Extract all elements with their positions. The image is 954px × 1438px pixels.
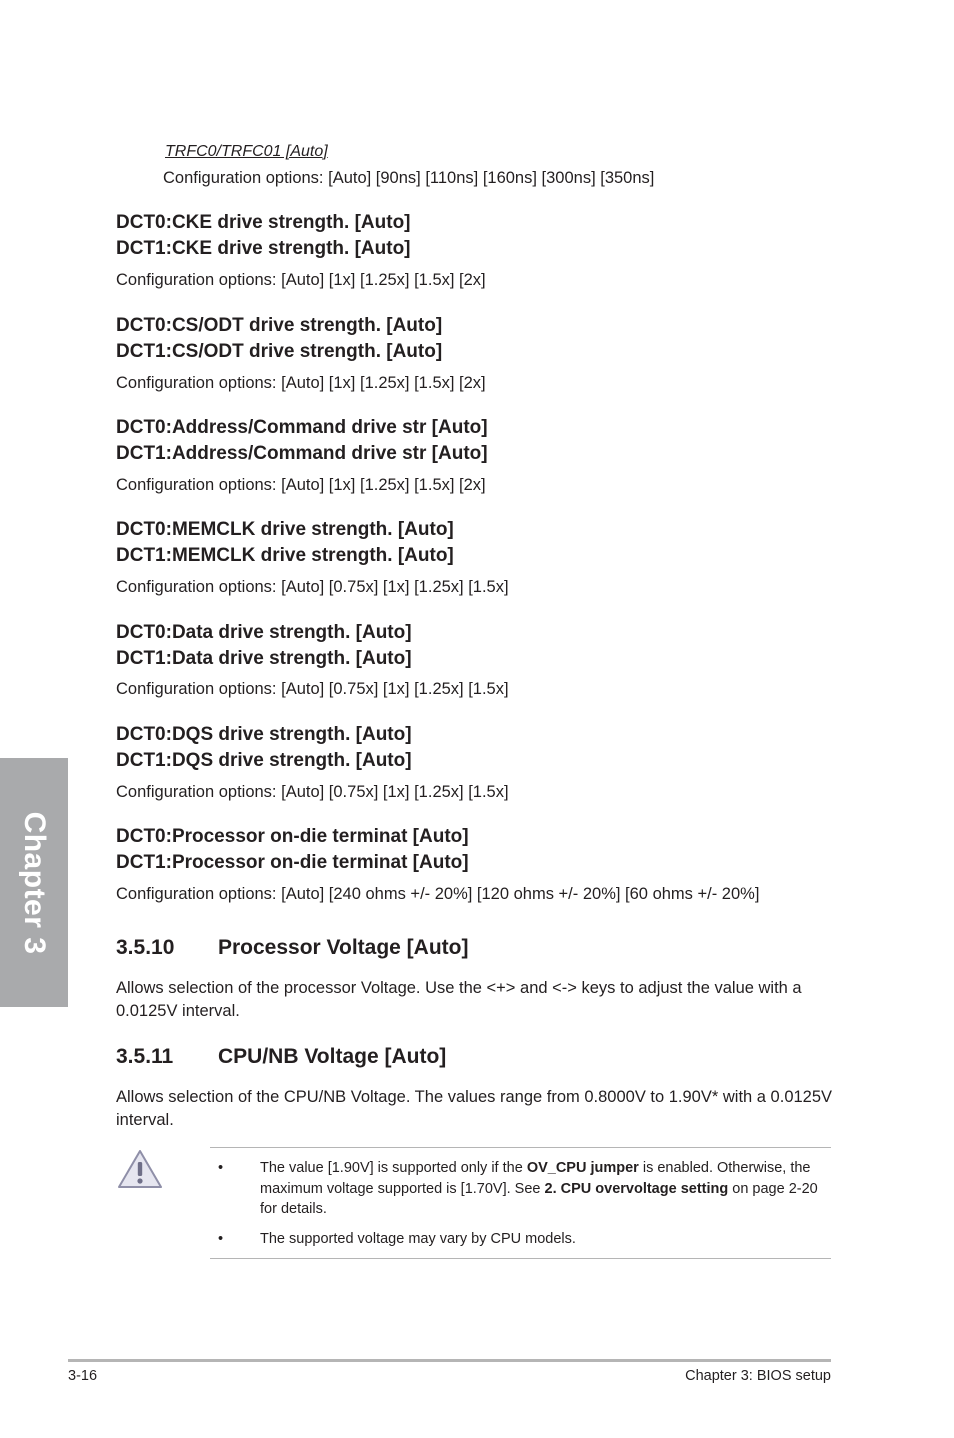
item-heading-line: DCT0:CS/ODT drive strength. [Auto]: [116, 315, 443, 336]
item-heading-line: DCT0:DQS drive strength. [Auto]: [116, 724, 412, 745]
item-heading-memclk: [116, 517, 454, 569]
item-heading-line: DCT1:CS/ODT drive strength. [Auto]: [116, 341, 443, 362]
item-heading-line: DCT0:MEMCLK drive strength. [Auto]: [116, 519, 454, 540]
item-options-memclk: Configuration options: [Auto] [0.75x] [1x] [1.25x] [1.5x]: [116, 578, 509, 596]
item-heading-on-die-terminat: [116, 824, 469, 876]
chapter-tab-label: Chapter 3: [18, 811, 51, 954]
item-heading-address-command: [116, 415, 488, 467]
chapter-tab: [0, 758, 68, 1007]
item-options-address-command: Configuration options: [Auto] [1x] [1.25x] [1.5x] [2x]: [116, 476, 486, 494]
footer-chapter-title: Chapter 3: BIOS setup: [685, 1368, 831, 1384]
section-body-cpu-nb-voltage: Allows selection of the CPU/NB Voltage. The values range from 0.8000V to 1.90V* with a 0.0125V interval.: [116, 1088, 833, 1129]
item-heading-data: [116, 620, 412, 672]
warning-triangle-icon: [116, 1148, 164, 1195]
section-number: 3.5.10: [116, 936, 175, 959]
note-bullet-text: The supported voltage may vary by CPU models.: [260, 1231, 576, 1247]
jumper-name: OV_CPU jumper: [526, 1160, 639, 1176]
cross-reference: 2. CPU overvoltage setting: [544, 1180, 729, 1197]
item-heading-line: DCT1:Address/Command drive str [Auto]: [116, 443, 488, 464]
note-box: [210, 1147, 831, 1259]
section-heading-cpu-nb-voltage: [116, 1045, 446, 1069]
item-heading-line: DCT1:MEMCLK drive strength. [Auto]: [116, 545, 454, 566]
item-options-dqs: Configuration options: [Auto] [0.75x] [1x] [1.25x] [1.5x]: [116, 783, 509, 801]
item-heading-cs-odt: [116, 313, 442, 365]
section-number: 3.5.11: [116, 1045, 174, 1068]
item-heading-line: DCT1:CKE drive strength. [Auto]: [116, 238, 411, 259]
item-heading-line: DCT0:CKE drive strength. [Auto]: [116, 212, 411, 233]
item-options-data: Configuration options: [Auto] [0.75x] [1x] [1.25x] [1.5x]: [116, 680, 509, 698]
item-heading-line: DCT1:Processor on-die terminat [Auto]: [116, 852, 469, 873]
section-heading-processor-voltage: [116, 936, 468, 960]
item-options-on-die-terminat: Configuration options: [Auto] [240 ohms +/- 20%] [120 ohms +/- 20%] [60 ohms +/- 20%]: [116, 885, 760, 903]
note-bullet-text: The value [1.90V] is supported only if the OV_CPU jumper is enabled. Otherwise, the maximum voltage supported is [1.70V]. See 2. CPU overvoltage setting on page 2-20 for details.: [260, 1160, 818, 1217]
footer-page-number: 3-16: [68, 1368, 98, 1384]
item-options-cs-odt: Configuration options: [Auto] [1x] [1.25x] [1.5x] [2x]: [116, 374, 486, 392]
item-heading-line: DCT0:Processor on-die terminat [Auto]: [116, 826, 469, 847]
section-title: Processor Voltage [Auto]: [218, 936, 469, 959]
bullet-marker: •: [218, 1231, 224, 1247]
trfc-item-options: Configuration options: [Auto] [90ns] [110ns] [160ns] [300ns] [350ns]: [163, 169, 655, 187]
trfc-item-title: TRFC0/TRFC01 [Auto]: [165, 143, 328, 160]
item-heading-line: DCT1:Data drive strength. [Auto]: [116, 648, 412, 669]
item-heading-line: DCT1:DQS drive strength. [Auto]: [116, 750, 412, 771]
item-heading-line: DCT0:Data drive strength. [Auto]: [116, 622, 412, 643]
section-title: CPU/NB Voltage [Auto]: [218, 1045, 447, 1068]
bullet-marker: •: [218, 1160, 224, 1176]
item-heading-line: DCT0:Address/Command drive str [Auto]: [116, 417, 488, 438]
item-heading-cke: [116, 210, 411, 262]
item-options-cke: Configuration options: [Auto] [1x] [1.25x] [1.5x] [2x]: [116, 271, 486, 289]
footer-divider: [68, 1359, 831, 1362]
section-body-processor-voltage: Allows selection of the processor Voltage. Use the <+> and <-> keys to adjust the value with a 0.0125V interval.: [116, 979, 802, 1020]
item-heading-dqs: [116, 722, 412, 774]
